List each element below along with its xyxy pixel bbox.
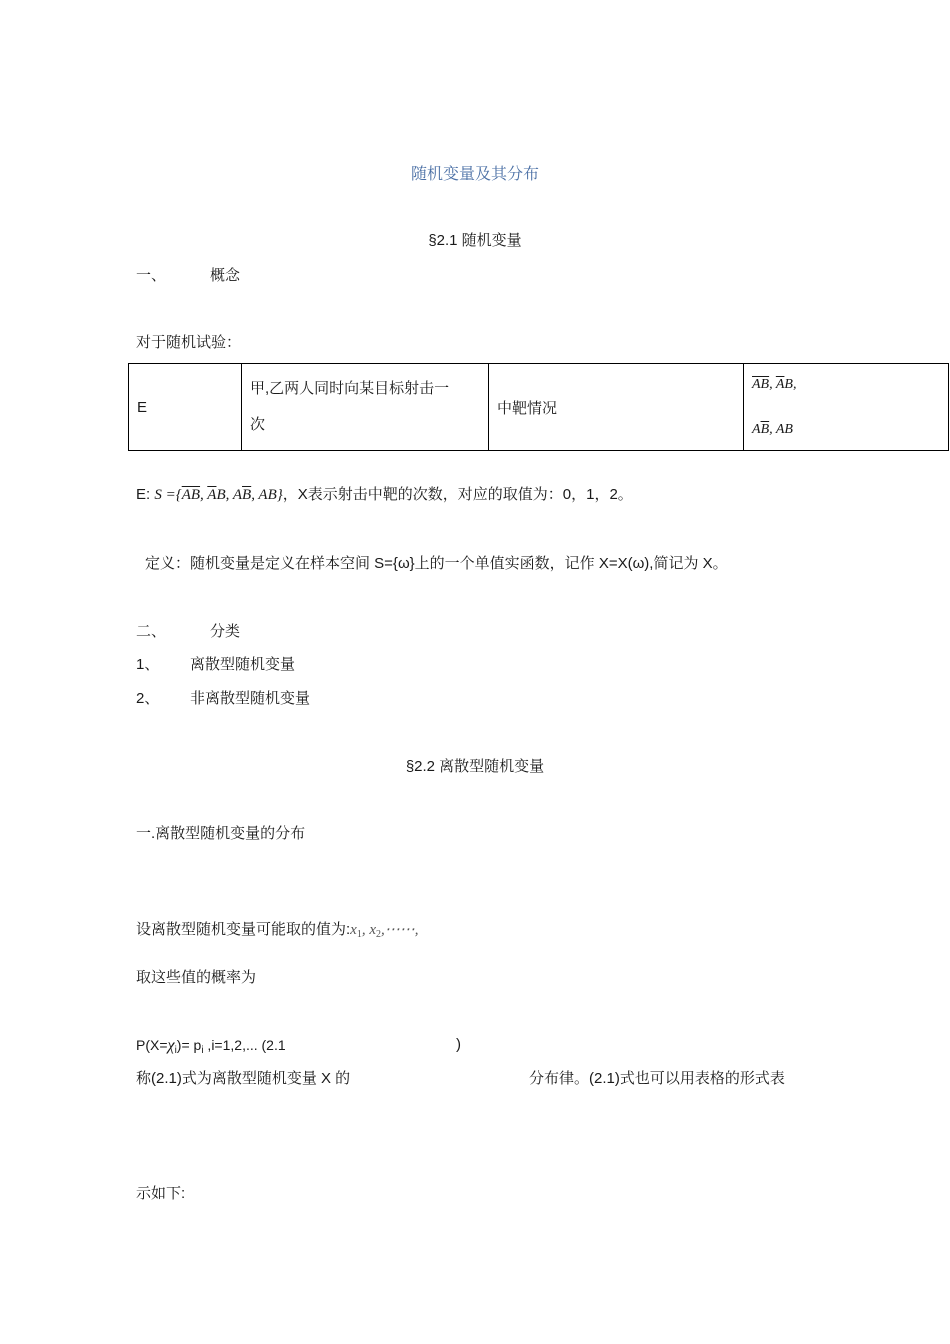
section-2-1-heading: §2.1 随机变量 <box>428 232 522 249</box>
list-item-number: 2、 <box>136 690 160 707</box>
shown-below-text: 示如下: <box>136 1185 186 1202</box>
law-text-left: 称(2.1)式为离散型随机变量 X 的 <box>136 1070 351 1087</box>
table-cell-experiment: E <box>129 364 242 451</box>
table-row <box>129 364 949 451</box>
sample-space-formula: $S =\{\overline{AB}$, $\overline{A}B$, $A\overline{B}$, AB} <box>154 487 283 503</box>
part-2-number: 二、 <box>136 623 167 640</box>
definition-text: 定义：随机变量是定义在样本空间 S={ω}上的一个单值实函数，记作 X=X(ω),简记为 X。 <box>145 555 728 572</box>
description-line-2: 次 <box>250 416 266 433</box>
list-item-number: 1、 <box>136 656 160 673</box>
table-cell-outcome: 中靶情况 <box>489 364 744 451</box>
experiment-table <box>128 363 949 451</box>
sample-prefix: E: <box>136 486 155 503</box>
events-line-2: $A\overline{B}$, AB <box>752 422 793 437</box>
values-line <box>136 920 419 945</box>
table-cell-events <box>744 364 949 451</box>
distribution-heading: 一.离散型随机变量的分布 <box>136 825 306 842</box>
values-text: 设离散型随机变量可能取的值为: <box>136 921 351 938</box>
table-cell-description <box>242 364 489 451</box>
list-item-text: 非离散型随机变量 <box>190 690 311 707</box>
part-1-number: 一、 <box>136 267 167 284</box>
sample-suffix: ，X表示射击中靶的次数，对应的取值为：0，1，2。 <box>282 486 633 503</box>
law-text-right: 分布律。(2.1)式也可以用表格的形式表 <box>529 1070 785 1087</box>
formula-close-paren: ) <box>456 1036 461 1053</box>
distribution-formula: $P(X=\chi_i)= p_i$ ,i=1,2,... (2.1 <box>136 1037 286 1056</box>
list-item-text: 离散型随机变量 <box>190 656 296 673</box>
intro-text: 对于随机试验： <box>136 334 242 351</box>
values-formula: $x_1$, $x_2,\cdots\cdots$, <box>350 922 419 940</box>
events-line-1: $\overline{AB}$, $\overline{A}B$, <box>752 377 797 392</box>
document-title: 随机变量及其分布 <box>410 166 539 183</box>
probability-text: 取这些值的概率为 <box>136 969 257 986</box>
part-2-label: 分类 <box>210 623 241 640</box>
sample-space-line <box>136 485 633 505</box>
description-line-1: 甲,乙两人同时向某目标射击一 <box>250 380 450 397</box>
section-2-2-heading: §2.2 离散型随机变量 <box>405 758 545 775</box>
part-1-label: 概念 <box>210 267 241 284</box>
